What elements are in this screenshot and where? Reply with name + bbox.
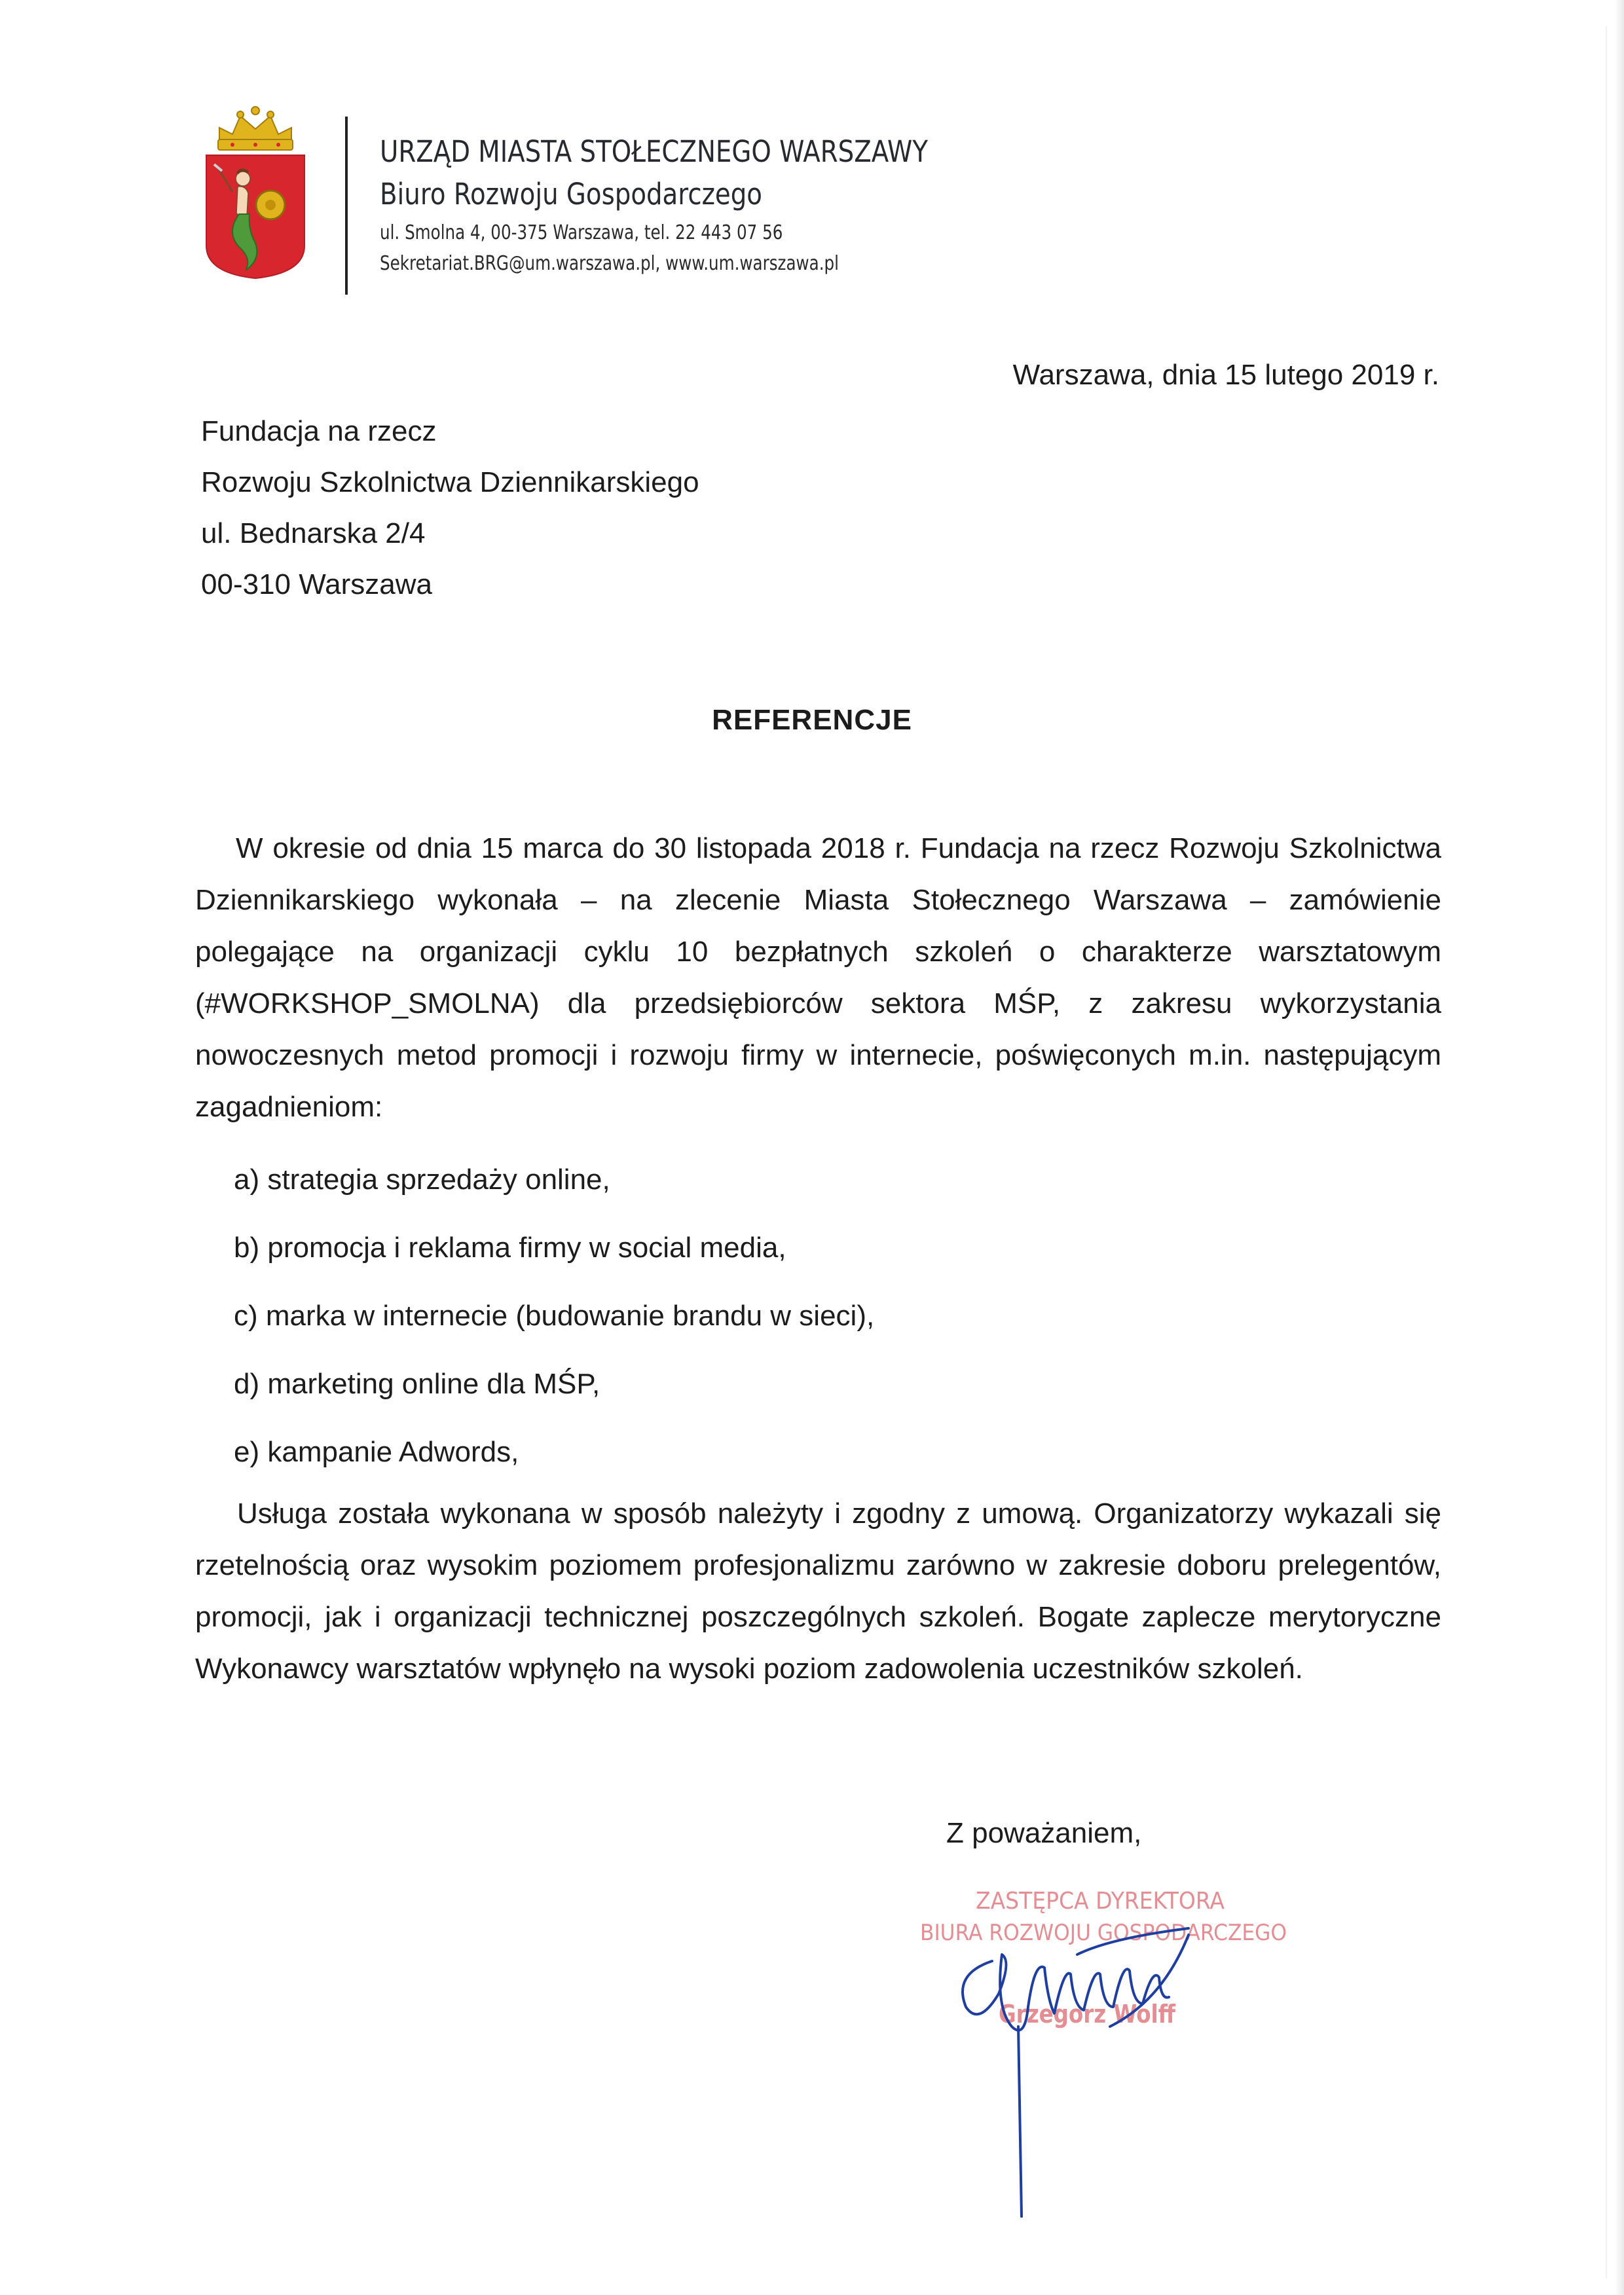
closing-salutation: Z poważaniem,: [946, 1817, 1142, 1849]
list-item: a) strategia sprzedaży online,: [234, 1164, 610, 1196]
letterhead-department: Biuro Rozwoju Gospodarczego: [380, 177, 762, 211]
scan-edge-line: [1606, 26, 1607, 2279]
letterhead-address: ul. Smolna 4, 00-375 Warszawa, tel. 22 443 07 56: [380, 221, 783, 244]
list-item: b) promocja i reklama firmy w social media,: [234, 1232, 786, 1264]
recipient-line: 00-310 Warszawa: [201, 568, 432, 600]
stamp-department: BIURA ROZWOJU GOSPODARCZEGO: [920, 1920, 1287, 1946]
letterhead-institution: URZĄD MIASTA STOŁECZNEGO WARSZAWY: [380, 134, 928, 169]
list-item: d) marketing online dla MŚP,: [234, 1368, 600, 1400]
recipient-line: Fundacja na rzecz: [201, 415, 437, 447]
recipient-address: [201, 406, 699, 610]
stamp-name: Grzegorz Wolff: [999, 2000, 1177, 2029]
stamp-title: ZASTĘPCA DYREKTORA: [976, 1888, 1225, 1915]
topics-list: [234, 1146, 874, 1486]
list-item: c) marka w internecie (budowanie brandu w sieci),: [234, 1300, 875, 1332]
handwritten-signature: [963, 1928, 1189, 2216]
body-paragraph-1: W okresie od dnia 15 marca do 30 listopada 2018 r. Fundacja na rzecz Rozwoju Szkolnictwa Dziennikarskiego wykonała – na zlecenie Miasta Stołecznego Warszawa – zamówienie polegające na organizacji cyklu 10 bezpłatnych szkoleń o charakterze warsztatowym (#WORKSHOP_SMOLNA) dla przedsiębiorców sektora MŚP, z zakresu wykorzystania nowoczesnych metod promocji i rozwoju firmy w internecie, poświęconych m.in. następującym zagadnieniom:: [195, 832, 1441, 1123]
body-paragraph-2: Usługa została wykonana w sposób należyty i zgodny z umową. Organizatorzy wykazali się rzetelnością oraz wysokim poziomem profesjonalizmu zarówno w zakresie doboru prelegentów, promocji, jak i organizacji technicznej poszczególnych szkoleń. Bogate zaplecze merytoryczne Wykonawcy warsztatów wpłynęło na wysoki poziom zadowolenia uczestników szkoleń.: [195, 1497, 1441, 1685]
list-item: e) kampanie Adwords,: [234, 1436, 519, 1468]
letter-date: Warszawa, dnia 15 lutego 2019 r.: [1012, 359, 1439, 391]
letterhead-divider: [345, 117, 348, 295]
official-stamp-and-signature: [913, 1876, 1306, 2230]
warsaw-coat-of-arms-icon: [200, 101, 311, 282]
recipient-line: Rozwoju Szkolnictwa Dziennikarskiego: [201, 466, 699, 498]
recipient-line: ul. Bednarska 2/4: [201, 517, 426, 549]
letter-heading: REFERENCJE: [712, 704, 912, 736]
scan-edge-shadow: [1615, 0, 1624, 2295]
letterhead-contact: Sekretariat.BRG@um.warszawa.pl, www.um.warszawa.pl: [380, 252, 840, 275]
